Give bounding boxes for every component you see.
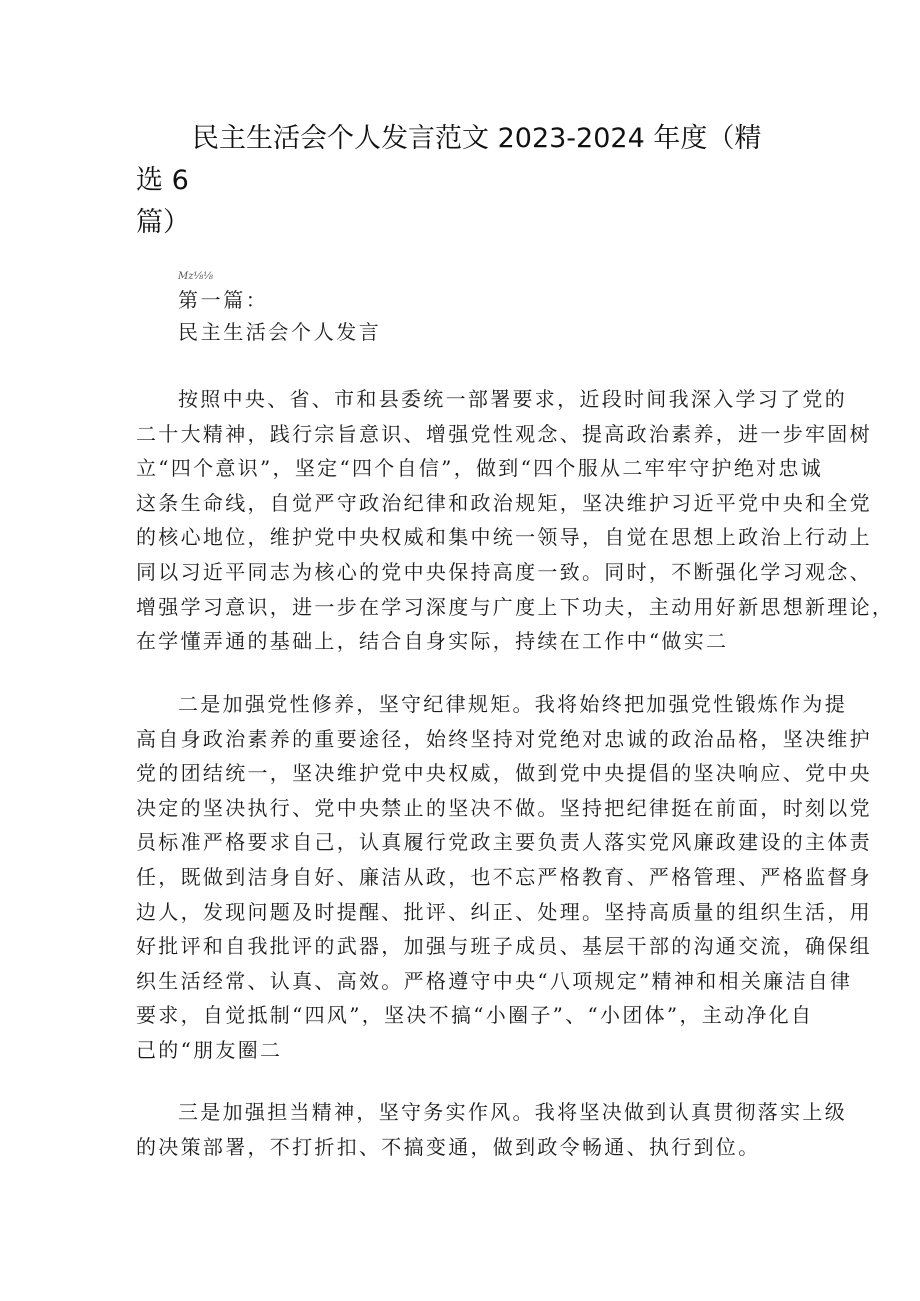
paragraph-1-line: 按照中央、省、市和县委统一部署要求，近段时间我深入学习了党的	[178, 387, 847, 411]
paragraph-1-line: 在学懂弄通的基础上，结合自身实际，持续在工作中“做实二	[136, 629, 729, 654]
document-title	[136, 118, 776, 244]
paragraph-1-line: 同以习近平同志为核心的党中央保持高度一致。同时，不断强化学习观念、	[136, 560, 872, 584]
paragraph-2-line: 员标准严格要求自己，认真履行党政主要负责人落实党风廉政建设的主体责	[136, 830, 872, 855]
paragraph-1-line: 二十大精神，践行宗旨意识、增强党性观念、提高政治素养，进一步牢固树	[136, 421, 872, 446]
paragraph-3-line: 的决策部署，不打折扣、不搞变通，做到政令畅通、执行到位。	[136, 1134, 761, 1159]
title-line-2: 篇）	[136, 207, 190, 238]
paragraph-2-line: 好批评和自我批评的武器，加强与班子成员、基层干部的沟通交流，确保组	[136, 934, 872, 959]
title-line-1: 民主生活会个人发言范文 2023-2024 年度（精选 6	[136, 123, 762, 196]
paragraph-1-line: 增强学习意识，进一步在学习深度与广度上下功夫，主动用好新思想新理论，	[136, 594, 895, 619]
paragraph-1-line: 的核心地位，维护党中央权威和集中统一领导，自觉在思想上政治上行动上	[136, 525, 872, 550]
section-title: 民主生活会个人发言	[178, 320, 382, 344]
paragraph-2-line: 决定的坚决执行、党中央禁止的坚决不做。坚持把纪律挺在前面，时刻以党	[136, 795, 872, 820]
paragraph-3-line: 三是加强担当精神，坚守务实作风。我将坚决做到认真贯彻落实上级	[178, 1100, 847, 1124]
paragraph-2-line: 党的团结统一，坚决维护党中央权威，做到党中央提倡的坚决响应、党中央	[136, 761, 872, 786]
paragraph-2-line: 织生活经常、认真、高效。严格遵守中央“八项规定”精神和相关廉洁自律	[136, 968, 853, 993]
paragraph-2-line: 二是加强党性修养，坚守纪律规矩。我将始终把加强党性锻炼作为提	[178, 692, 847, 716]
section-label: 第一篇：	[178, 288, 269, 312]
paragraph-2-line: 边人，发现问题及时提醒、批评、纠正、处理。坚持高质量的组织生活，用	[136, 899, 872, 924]
paragraph-2-line: 高自身政治素养的重要途径，始终坚持对党绝对忠诚的政治品格，坚决维护	[136, 726, 872, 751]
paragraph-1-line: 立“四个意识”，坚定“四个自信”，做到“四个服从二牢牢守护绝对忠诚	[136, 456, 824, 481]
small-stamp-mark: Mz⅛⅛	[178, 271, 213, 282]
paragraph-2-line: 要求，自觉抵制“四风”，坚决不搞“小圈子”、“小团体”，主动净化自	[136, 1003, 814, 1028]
paragraph-2-line: 任，既做到洁身自好、廉洁从政，也不忘严格教育、严格管理、严格监督身	[136, 865, 872, 889]
paragraph-2-line: 己的“朋友圈二	[136, 1038, 283, 1062]
paragraph-1-line: 这条生命线，自觉严守政治纪律和政治规矩，坚决维护习近平党中央和全党	[136, 490, 872, 515]
